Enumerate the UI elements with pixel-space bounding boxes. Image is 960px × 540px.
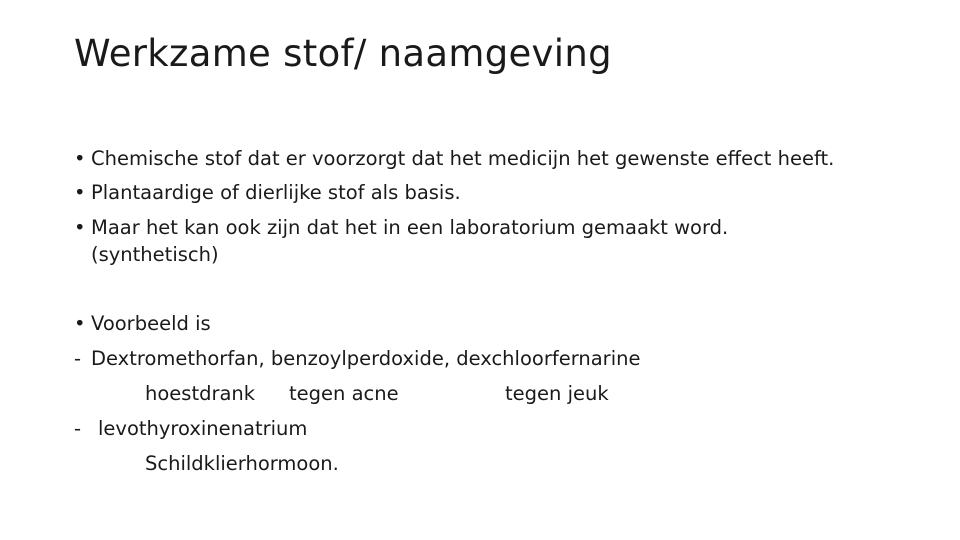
slide-title: Werkzame stof/ naamgeving [74,32,612,75]
example-heading: Voorbeeld is [91,312,211,335]
example-item [0,417,960,441]
example-item-text: levothyroxinenatrium [98,417,308,440]
bullet-text: Maar het kan ook zijn dat het in een laboratorium gemaakt word. [91,216,729,239]
use-label: hoestdrank [145,382,256,405]
bullet-marker: • [74,147,86,170]
bullet-marker: • [74,216,86,239]
bullet-item [0,181,960,205]
bullet-continuation [0,243,960,267]
hormone-label: Schildklierhormoon. [145,452,339,475]
example-hormone-row [0,452,960,476]
example-item [0,347,960,371]
bullet-text: Chemische stof dat er voorzorgt dat het medicijn het gewenste effect heeft. [91,147,835,170]
bullet-marker: • [74,181,86,204]
example-item-text: Dextromethorfan, benzoylperdoxide, dexchloorfernarine [91,347,641,370]
bullet-text: Plantaardige of dierlijke stof als basis. [91,181,461,204]
bullet-marker: • [74,312,86,335]
dash-marker: - [74,347,82,370]
example-heading-item [0,312,960,336]
use-label: tegen acne [289,382,399,405]
bullet-item [0,216,960,240]
bullet-text: (synthetisch) [91,243,219,266]
example-uses-row [0,382,960,406]
use-label: tegen jeuk [505,382,609,405]
dash-marker: - [74,417,82,440]
bullet-item [0,147,960,171]
